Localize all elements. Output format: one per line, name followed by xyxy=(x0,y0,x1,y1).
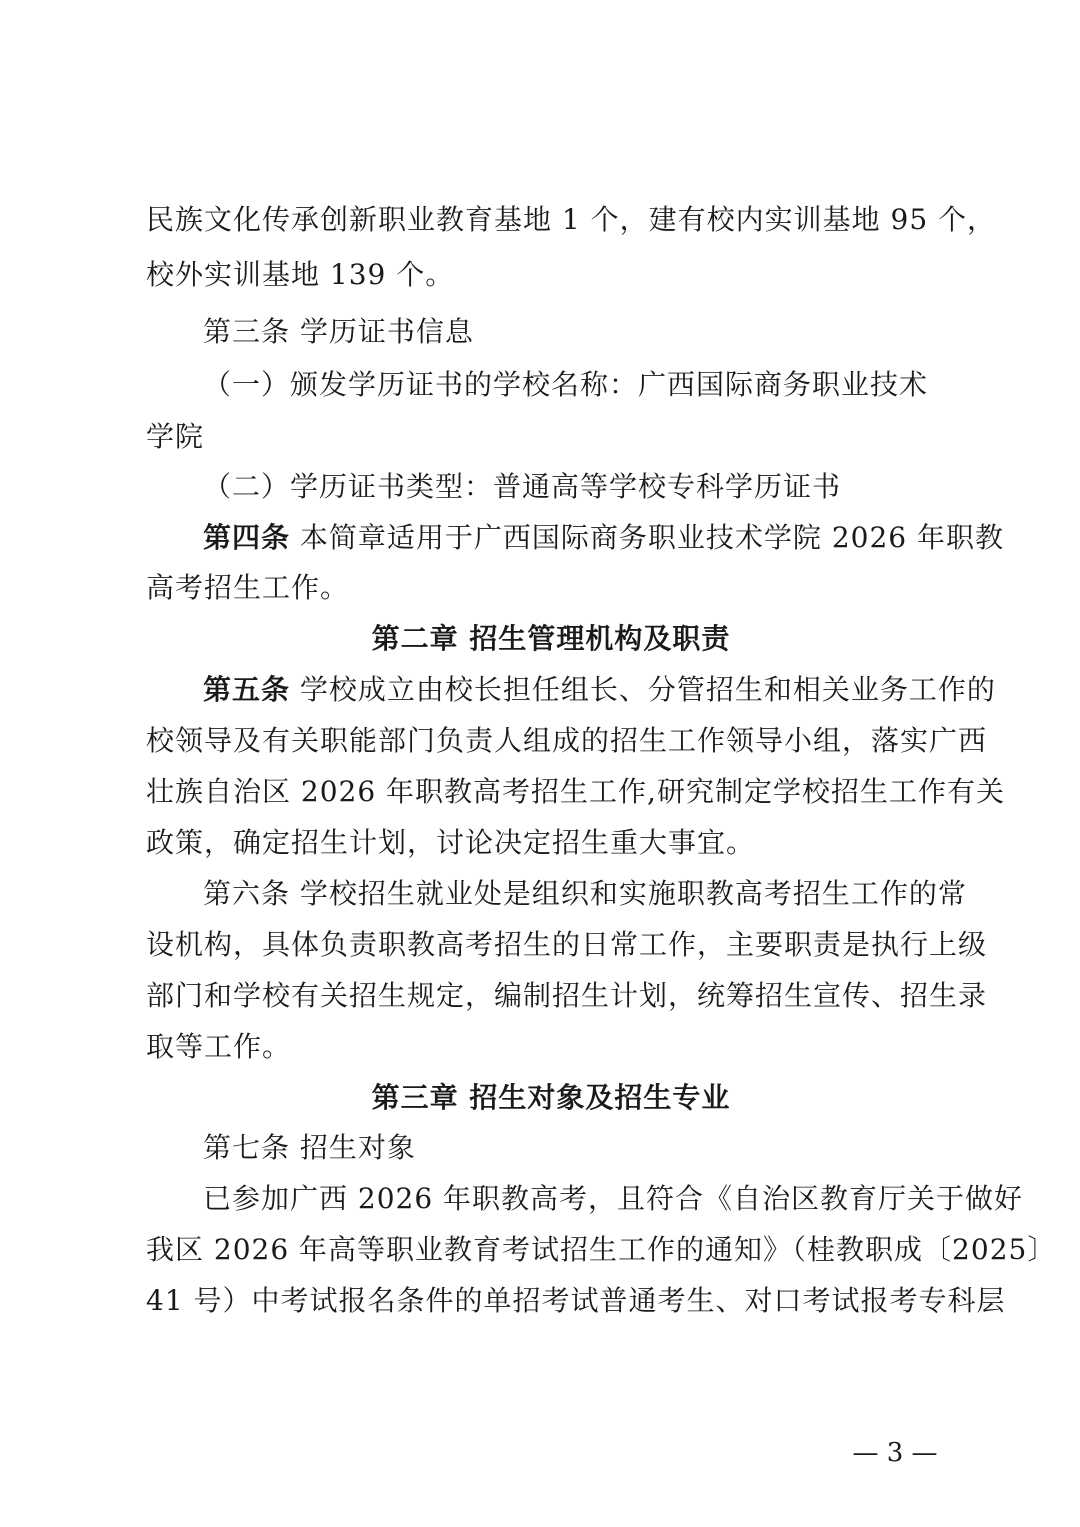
chapter-2-heading: 第二章 招生管理机构及职责 xyxy=(371,622,731,655)
article-6-line xyxy=(203,874,967,914)
article-6-label: 第六条 xyxy=(203,877,291,910)
article-7-line xyxy=(203,1128,956,1168)
body-line: （二）学历证书类型：普通高等学校专科学历证书 xyxy=(203,470,842,503)
body-line: 政策，确定招生计划，讨论决定招生重大事宜。 xyxy=(146,826,756,859)
body-line: 学院 xyxy=(146,420,205,453)
article-5-text: 学校成立由校长担任组长、分管招生和相关业务工作的 xyxy=(290,673,996,706)
article-7-text: 招生对象 xyxy=(290,1131,416,1164)
body-line: 壮族自治区 2026 年职教高考招生工作,研究制定学校招生工作有关 xyxy=(146,775,1005,808)
body-line: （一）颁发学历证书的学校名称：广西国际商务职业技术 xyxy=(203,368,929,401)
body-line: 41 号）中考试报名条件的单招考试普通考生、对口考试报考专科层 xyxy=(146,1284,1006,1317)
body-line: 部门和学校有关招生规定，编制招生计划，统筹招生宣传、招生录 xyxy=(146,979,988,1012)
article-5-label: 第五条 xyxy=(203,673,291,706)
article-3-title: 第三条 学历证书信息 xyxy=(203,315,474,348)
body-line: 取等工作。 xyxy=(146,1030,292,1063)
article-4-label: 第四条 xyxy=(203,521,291,554)
body-line: 民族文化传承创新职业教育基地 1 个，建有校内实训基地 95 个， xyxy=(146,203,997,236)
body-line: 校外实训基地 139 个。 xyxy=(146,258,455,291)
chapter-3-heading: 第三章 招生对象及招生专业 xyxy=(371,1081,731,1114)
article-5-line xyxy=(203,670,996,710)
article-4-text: 本简章适用于广西国际商务职业技术学院 2026 年职教 xyxy=(290,521,1004,554)
article-4-line xyxy=(203,518,1004,558)
article-6-text: 学校招生就业处是组织和实施职教高考招生工作的常 xyxy=(290,877,967,910)
article-7-label: 第七条 xyxy=(203,1131,291,1164)
body-line: 我区 2026 年高等职业教育考试招生工作的通知》（桂教职成〔2025〕 xyxy=(146,1233,1057,1266)
body-line: 高考招生工作。 xyxy=(146,571,350,604)
body-line: 已参加广西 2026 年职教高考，且符合《自治区教育厅关于做好 xyxy=(203,1182,1024,1215)
body-line: 校领导及有关职能部门负责人组成的招生工作领导小组，落实广西 xyxy=(146,724,988,757)
page-number: — 3 — xyxy=(852,1438,938,1468)
body-line: 设机构，具体负责职教高考招生的日常工作，主要职责是执行上级 xyxy=(146,928,988,961)
